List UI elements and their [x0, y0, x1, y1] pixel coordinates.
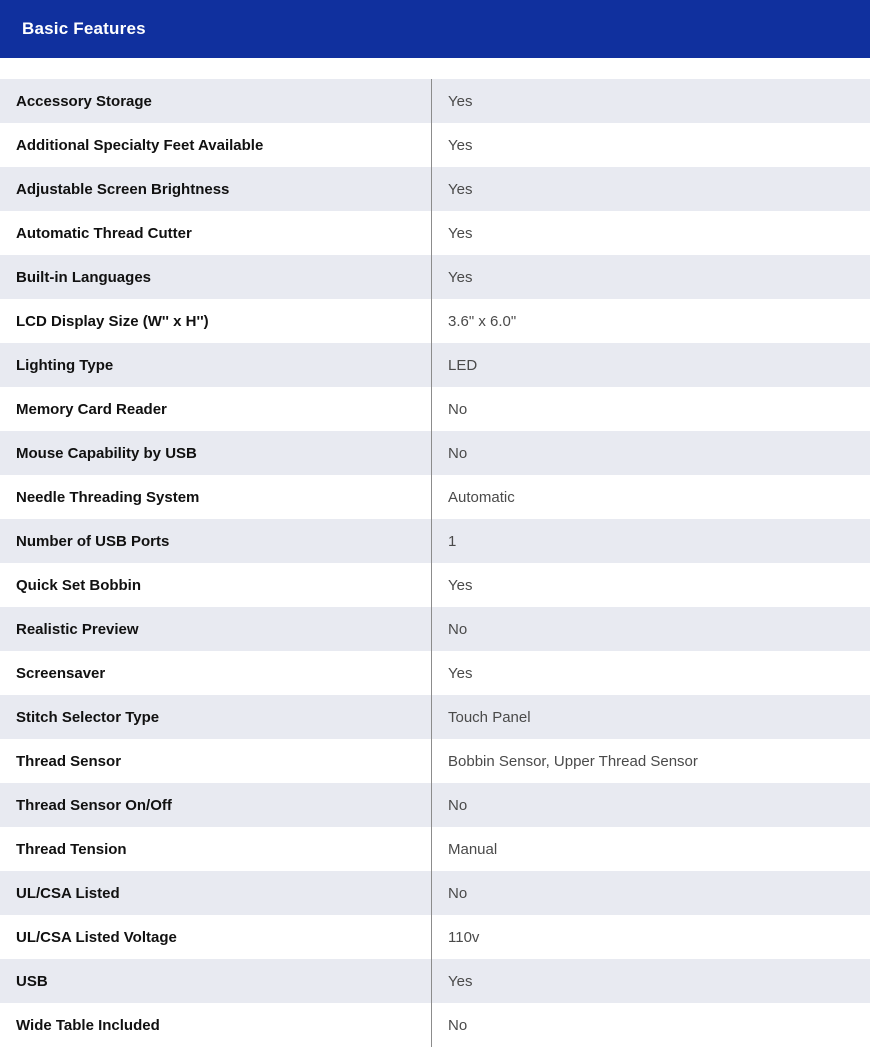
table-row — [0, 167, 870, 211]
feature-value: Yes — [431, 563, 870, 607]
feature-value: No — [431, 783, 870, 827]
feature-label: LCD Display Size (W'' x H'') — [16, 312, 209, 330]
feature-label: Thread Sensor — [16, 752, 122, 770]
feature-value: Bobbin Sensor, Upper Thread Sensor — [431, 739, 870, 783]
feature-value: No — [431, 431, 870, 475]
feature-value: 1 — [431, 519, 870, 563]
feature-value: Yes — [431, 211, 870, 255]
feature-label: Additional Specialty Feet Available — [16, 136, 264, 154]
feature-value: Yes — [431, 167, 870, 211]
feature-value: Yes — [431, 255, 870, 299]
feature-label: Number of USB Ports — [16, 532, 170, 550]
table-row — [0, 387, 870, 431]
feature-label: Mouse Capability by USB — [16, 444, 197, 462]
feature-value: 110v — [431, 915, 870, 959]
feature-label: Accessory Storage — [16, 92, 152, 110]
table-row — [0, 343, 870, 387]
feature-value: Manual — [431, 827, 870, 871]
feature-value: Yes — [431, 651, 870, 695]
feature-value: Yes — [431, 123, 870, 167]
feature-label: Stitch Selector Type — [16, 708, 160, 726]
feature-value: Touch Panel — [431, 695, 870, 739]
section-title: Basic Features — [22, 19, 146, 38]
feature-value: LED — [431, 343, 870, 387]
feature-label: UL/CSA Listed — [16, 884, 120, 902]
table-row — [0, 651, 870, 695]
table-row — [0, 255, 870, 299]
feature-label: Wide Table Included — [16, 1016, 160, 1034]
feature-label: Thread Tension — [16, 840, 127, 858]
spec-table-body — [0, 79, 870, 1047]
table-row — [0, 79, 870, 123]
table-row — [0, 915, 870, 959]
table-row — [0, 211, 870, 255]
feature-label: Adjustable Screen Brightness — [16, 180, 230, 198]
feature-value: 3.6" x 6.0" — [431, 299, 870, 343]
feature-label: Built-in Languages — [16, 268, 151, 286]
table-row — [0, 1003, 870, 1047]
feature-label: Realistic Preview — [16, 620, 139, 638]
feature-value: No — [431, 1003, 870, 1047]
feature-value: No — [431, 607, 870, 651]
feature-value: Automatic — [431, 475, 870, 519]
feature-label: Screensaver — [16, 664, 106, 682]
table-row — [0, 431, 870, 475]
table-row — [0, 299, 870, 343]
table-row — [0, 871, 870, 915]
feature-label: UL/CSA Listed Voltage — [16, 928, 177, 946]
feature-label: Needle Threading System — [16, 488, 200, 506]
table-row — [0, 739, 870, 783]
feature-label: Memory Card Reader — [16, 400, 167, 418]
table-row — [0, 607, 870, 651]
feature-value: Yes — [431, 79, 870, 123]
table-row — [0, 123, 870, 167]
feature-value: No — [431, 871, 870, 915]
table-row — [0, 519, 870, 563]
table-row — [0, 695, 870, 739]
feature-label: Quick Set Bobbin — [16, 576, 142, 594]
section-header-bar — [0, 0, 870, 58]
table-row — [0, 783, 870, 827]
feature-label: Lighting Type — [16, 356, 114, 374]
table-row — [0, 959, 870, 1003]
feature-label: USB — [16, 972, 48, 990]
table-row — [0, 563, 870, 607]
feature-label: Thread Sensor On/Off — [16, 796, 172, 814]
spec-table — [0, 79, 870, 1047]
table-row — [0, 475, 870, 519]
table-row — [0, 827, 870, 871]
feature-value: Yes — [431, 959, 870, 1003]
feature-value: No — [431, 387, 870, 431]
feature-label: Automatic Thread Cutter — [16, 224, 192, 242]
